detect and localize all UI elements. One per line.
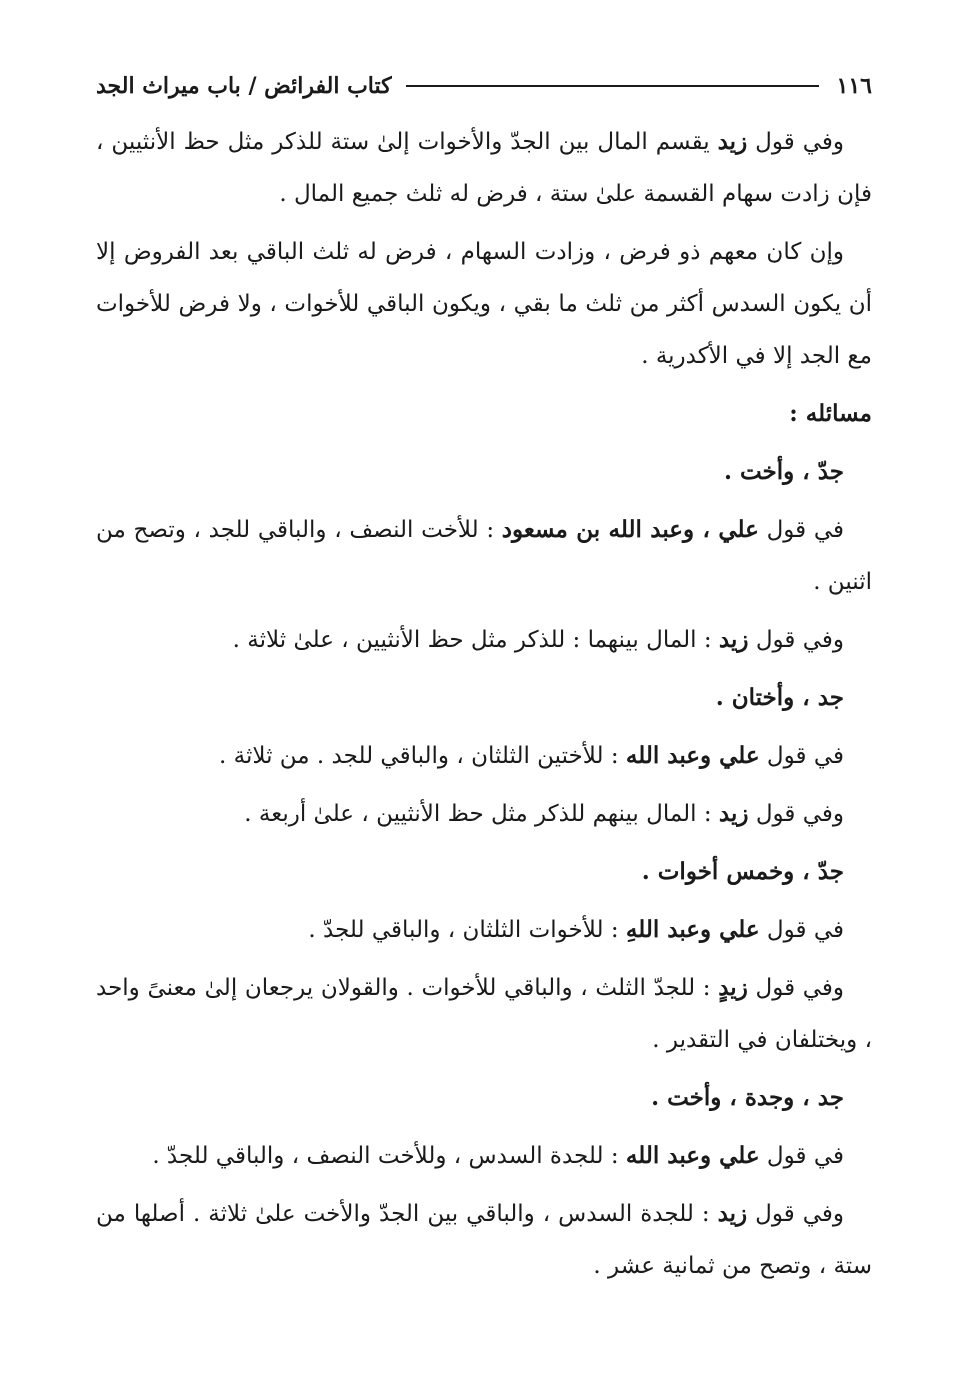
case-heading-1: جدّ ، وأخت .: [723, 458, 844, 485]
case-heading-3: جدّ ، وخمس أخوات .: [641, 858, 844, 885]
paragraph-lead: في قول: [766, 743, 844, 769]
paragraph-case2-zayd: [96, 788, 872, 840]
book-page: [96, 64, 872, 1298]
paragraph-case4-ali: [96, 1130, 872, 1182]
scholar-name: علي وعبد اللهِ: [625, 916, 760, 943]
paragraph-case1-ali: [96, 504, 872, 608]
paragraph-text: : للجدّ الثلث ، والباقي للأخوات . والقولان يرجعان إلىٰ معنىً واحد ، ويختلفان في التقدير .: [96, 975, 872, 1053]
paragraph-text: : المال بينهما : للذكر مثل حظ الأنثيين ، علىٰ ثلاثة .: [232, 627, 712, 653]
paragraph-case3-ali: [96, 904, 872, 956]
scholar-name: زيدٍ: [718, 974, 748, 1001]
paragraph-case4-zayd: [96, 1188, 872, 1292]
paragraph-lead: وفي قول: [755, 129, 844, 155]
paragraph-text: : للأخت النصف ، والباقي للجد ، وتصح من اثنين .: [96, 517, 872, 595]
paragraph-lead: في قول: [766, 1143, 844, 1169]
scholar-name: زيد: [717, 1200, 748, 1227]
paragraph-zayd-division: [96, 116, 872, 220]
paragraph-lead: وفي قول: [755, 801, 844, 827]
paragraph-text: : المال بينهم للذكر مثل حظ الأنثيين ، علىٰ أربعة .: [244, 801, 712, 827]
chapter-title: كتاب الفرائض / باب ميراث الجد: [96, 73, 392, 99]
paragraph-text: : للجدة السدس ، والباقي بين الجدّ والأخت علىٰ ثلاثة . أصلها من ستة ، وتصح من ثمانية عشر .: [96, 1201, 872, 1279]
paragraph-lead: في قول: [766, 917, 844, 943]
paragraph-lead: وفي قول: [755, 627, 844, 653]
scholar-name: علي وعبد الله: [625, 1142, 760, 1169]
page-number: ١١٦: [836, 73, 872, 99]
paragraph-case3-zayd: [96, 962, 872, 1066]
paragraph-lead: في قول: [766, 517, 845, 543]
section-heading-masail: مسائله :: [789, 400, 872, 427]
paragraph-text: : للأخوات الثلثان ، والباقي للجدّ .: [308, 917, 619, 943]
paragraph-lead: وفي قول: [755, 975, 845, 1001]
paragraph-fixed-shares: وإن كان معهم ذو فرض ، وزادت السهام ، فرض له ثلث الباقي بعد الفروض إلا أن يكون السدس أكثر من ثلث ما بقي ، ويكون الباقي للأخوات ، ولا فرض للأخوات مع الجد إلا في الأكدرية .: [96, 239, 872, 369]
scholar-name: علي ، وعبد الله بن مسعود: [501, 516, 759, 543]
running-header: [96, 64, 872, 108]
case-heading-2: جد ، وأختان .: [715, 684, 844, 711]
paragraph-text: : للأختين الثلثان ، والباقي للجد . من ثلاثة .: [219, 743, 619, 769]
header-rule: [406, 85, 819, 87]
case-heading-4: جد ، وجدة ، وأخت .: [651, 1084, 844, 1111]
scholar-name: زيد: [717, 128, 748, 155]
paragraph-case1-zayd: [96, 614, 872, 666]
paragraph-text: يقسم المال بين الجدّ والأخوات إلىٰ ستة للذكر مثل حظ الأنثيين ، فإن زادت سهام القسمة علىٰ ستة ، فرض له ثلث جميع المال .: [96, 129, 872, 207]
paragraph-lead: وفي قول: [755, 1201, 845, 1227]
scholar-name: علي وعبد الله: [625, 742, 760, 769]
paragraph-case2-ali: [96, 730, 872, 782]
scholar-name: زيد: [718, 626, 749, 653]
scholar-name: زيد: [718, 800, 749, 827]
paragraph-text: : للجدة السدس ، وللأخت النصف ، والباقي للجدّ .: [152, 1143, 619, 1169]
